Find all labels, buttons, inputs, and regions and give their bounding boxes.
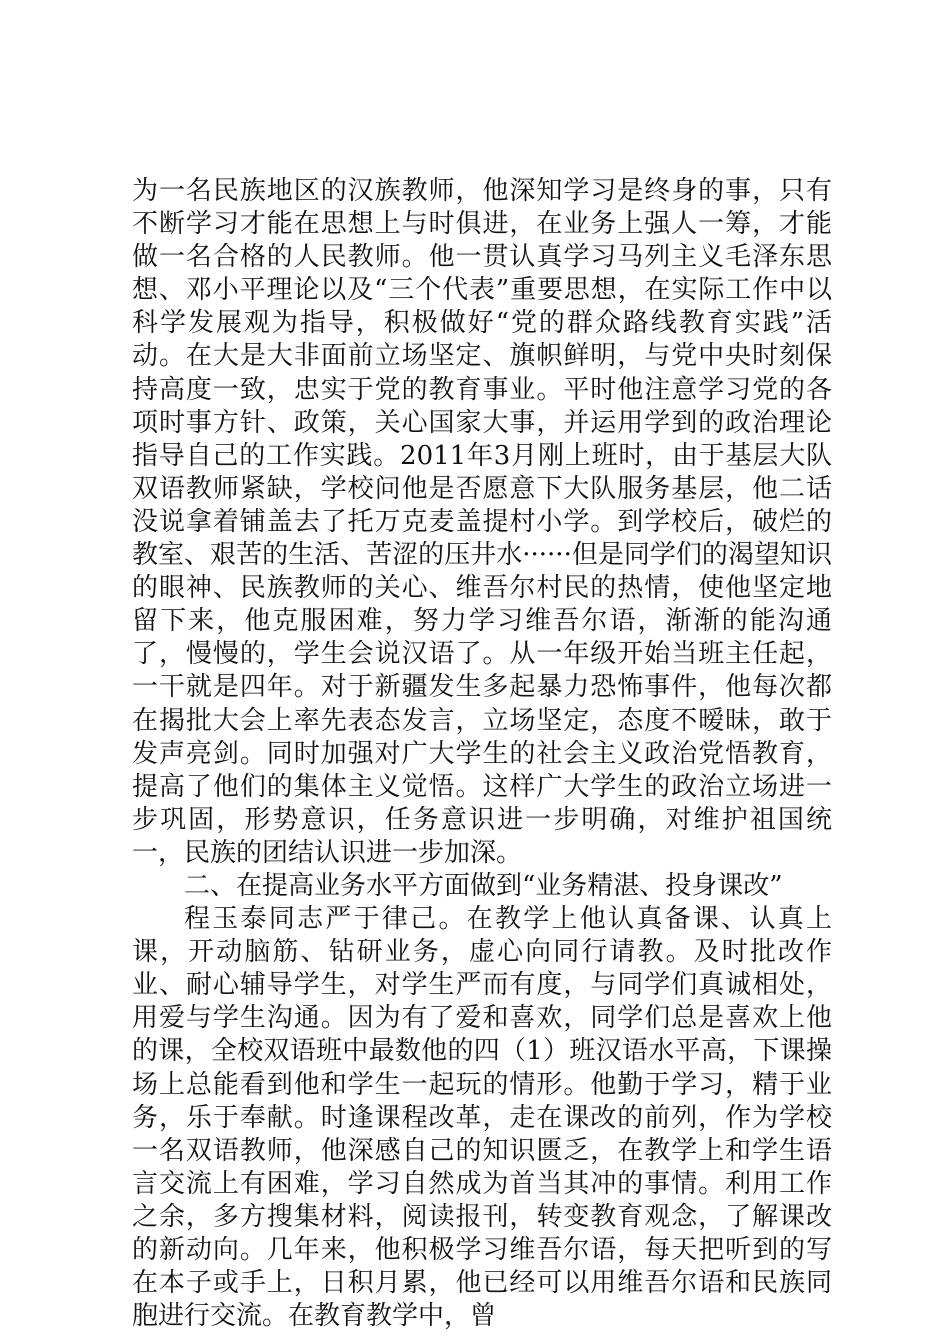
document-body [132,175,832,1333]
paragraph-teaching-practice: 程玉泰同志严于律己。在教学上他认真备课、认真上课，开动脑筋、钻研业务，虚心向同行请教。及时批改作业、耐心辅导学生，对学生严而有度，与同学们真诚相处，用爱与学生沟通。因为有了爱和喜欢，同学们总是喜欢上他的课，全校双语班中最数他的四（1）班汉语水平高，下课操场上总能看到他和学生一起玩的情形。他勤于学习，精于业务，乐于奉献。时逢课程改革，走在课改的前列，作为学校一名双语教师，他深感自己的知识匮乏，在教学上和学生语言交流上有困难，学习自然成为首当其冲的事情。利用工作之余，多方搜集材料，阅读报刊，转变教育观念，了解课改的新动向。几年来，他积极学习维吾尔语，每天把听到的写在本子或手上，日积月累，他已经可以用维吾尔语和民族同胞进行交流。在教育教学中，曾 [132,904,832,1332]
paragraph-political-study: 为一名民族地区的汉族教师，他深知学习是终身的事，只有不断学习才能在思想上与时俱进，在业务上强人一筹，才能做一名合格的人民教师。他一贯认真学习马列主义毛泽东思想、邓小平理论以及“三个代表”重要思想，在实际工作中以科学发展观为指导，积极做好“党的群众路线教育实践”活动。在大是大非面前立场坚定、旗帜鲜明，与党中央时刻保持高度一致，忠实于党的教育事业。平时他注意学习党的各项时事方针、政策，关心国家大事，并运用学到的政治理论指导自己的工作实践。2011年3月刚上班时，由于基层大队双语教师紧缺，学校问他是否愿意下大队服务基层，他二话没说拿着铺盖去了托万克麦盖提村小学。到学校后，破烂的教室、艰苦的生活、苦涩的压井水······但是同学们的渴望知识的眼神、民族教师的关心、维吾尔村民的热情，使他坚定地留下来，他克服困难，努力学习维吾尔语，渐渐的能沟通了，慢慢的，学生会说汉语了。从一年级开始当班主任起，一干就是四年。对于新疆发生多起暴力恐怖事件，他每次都在揭批大会上率先表态发言，立场坚定，态度不暧昧，敢于发声亮剑。同时加强对广大学生的社会主义政治党悟教育，提高了他们的集体主义觉悟。这样广大学生的政治立场进一步巩固，形势意识，任务意识进一步明确，对维护祖国统一，民族的团结认识进一步加深。 [132,176,832,868]
section-heading-professional-level: 二、在提高业务水平方面做到“业务精湛、投身课改” [184,870,783,901]
